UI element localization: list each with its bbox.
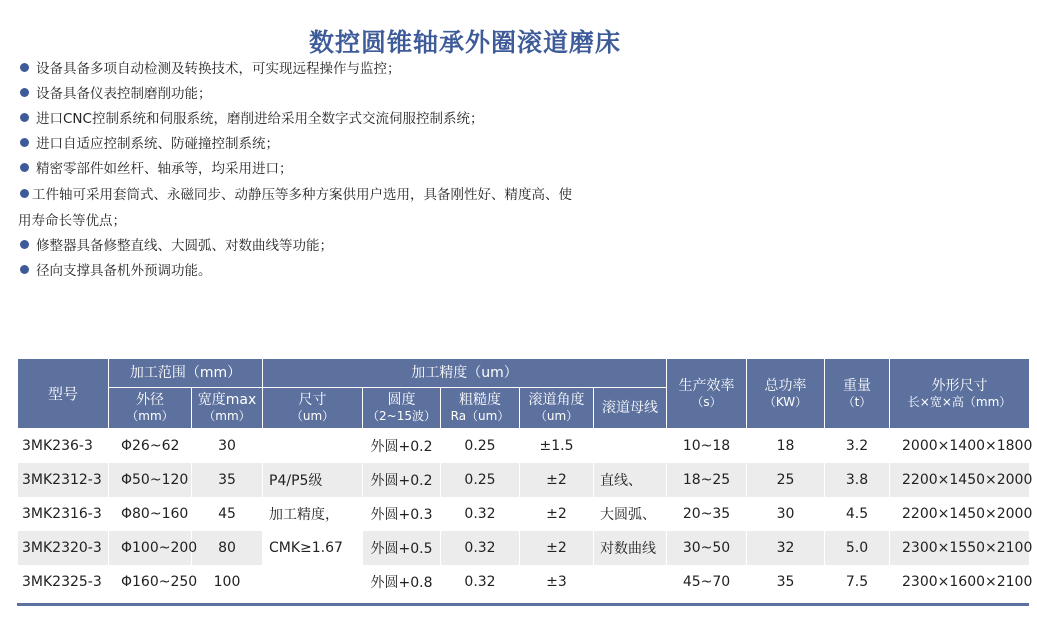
feature-item: 精密零部件如丝杆、轴承等，均采用进口； xyxy=(20,157,650,182)
raceway-profile-line3: 对数曲线 xyxy=(594,531,667,565)
bullet-icon xyxy=(20,113,29,122)
bullet-icon xyxy=(20,240,29,249)
bullet-icon xyxy=(20,189,29,198)
table-row: 3MK2316-3 Φ80~160 45 加工精度， 外圆+0.3 0.32 ±2 大圆弧、 20~35 30 4.5 2200×1450×2000 xyxy=(18,497,1030,531)
feature-item: 进口CNC控制系统和伺服系统，磨削进给采用全数字式交流伺服控制系统； xyxy=(20,107,650,132)
feature-item: 设备具备仪表控制磨削功能； xyxy=(20,82,650,107)
header-size: 尺寸 （um） xyxy=(263,388,363,429)
header-raceway-angle: 滚道角度 （um） xyxy=(520,388,594,429)
header-raceway-profile: 滚道母线 xyxy=(594,388,667,429)
bullet-icon xyxy=(20,265,29,274)
bullet-icon xyxy=(20,163,29,172)
feature-item: 修整器具备修整直线、大圆弧、对数曲线等功能； xyxy=(20,234,650,259)
header-model: 型号 xyxy=(18,359,109,429)
bullet-icon xyxy=(20,88,29,97)
header-outer-dia: 外径 （mm） xyxy=(109,388,192,429)
header-roughness: 粗糙度 Ra（um） xyxy=(441,388,520,429)
table-row: 3MK236-3 Φ26~62 30 外圆+0.2 0.25 ±1.5 10~18 18 3.2 2000×1400×1800 xyxy=(18,429,1030,464)
table-row: 3MK2312-3 Φ50~120 35 P4/P5级 外圆+0.2 0.25 ±2 直线、 18~25 25 3.8 2200×1450×2000 xyxy=(18,463,1030,497)
feature-item: 设备具备多项自动检测及转换技术，可实现远程操作与监控； xyxy=(20,57,650,82)
bullet-icon xyxy=(20,138,29,147)
size-precision-line1: P4/P5级 xyxy=(263,463,363,497)
feature-item: 径向支撑具备机外预调功能。 xyxy=(20,259,650,284)
header-efficiency: 生产效率 （s） xyxy=(667,359,747,429)
header-power: 总功率 （KW） xyxy=(747,359,825,429)
raceway-profile-line1: 直线、 xyxy=(594,463,667,497)
header-dimensions: 外形尺寸 长×宽×高（mm） xyxy=(890,359,1030,429)
header-weight: 重量 （t） xyxy=(825,359,890,429)
size-precision-line2: 加工精度， xyxy=(263,497,363,531)
header-roundness: 圆度 （2~15波） xyxy=(363,388,441,429)
page-title: 数控圆锥轴承外圈滚道磨床 xyxy=(308,27,621,57)
raceway-profile-line2: 大圆弧、 xyxy=(594,497,667,531)
header-range-group: 加工范围（mm） xyxy=(109,359,263,388)
feature-item-continuation: 用寿命长等优点； xyxy=(18,213,126,229)
header-precision-group: 加工精度（um） xyxy=(263,359,667,388)
feature-item: 工件轴可采用套筒式、永磁同步、动静压等多种方案供用户选用，具备刚性好、精度高、使 xyxy=(20,182,650,208)
feature-list xyxy=(20,57,650,284)
table-row: 3MK2325-3 Φ160~250 100 外圆+0.8 0.32 ±3 45~70 35 7.5 2300×1600×2100 xyxy=(18,565,1030,599)
table-bottom-rule xyxy=(17,603,1029,606)
spec-table xyxy=(17,358,1033,599)
size-precision-line3: CMK≥1.67 xyxy=(263,531,363,565)
feature-item: 进口自适应控制系统、防碰撞控制系统； xyxy=(20,132,650,157)
table-row: 3MK2320-3 Φ100~200 80 CMK≥1.67 外圆+0.5 0.32 ±2 对数曲线 30~50 32 5.0 2300×1550×2100 xyxy=(18,531,1030,565)
header-width: 宽度max （mm） xyxy=(192,388,263,429)
bullet-icon xyxy=(20,63,29,72)
